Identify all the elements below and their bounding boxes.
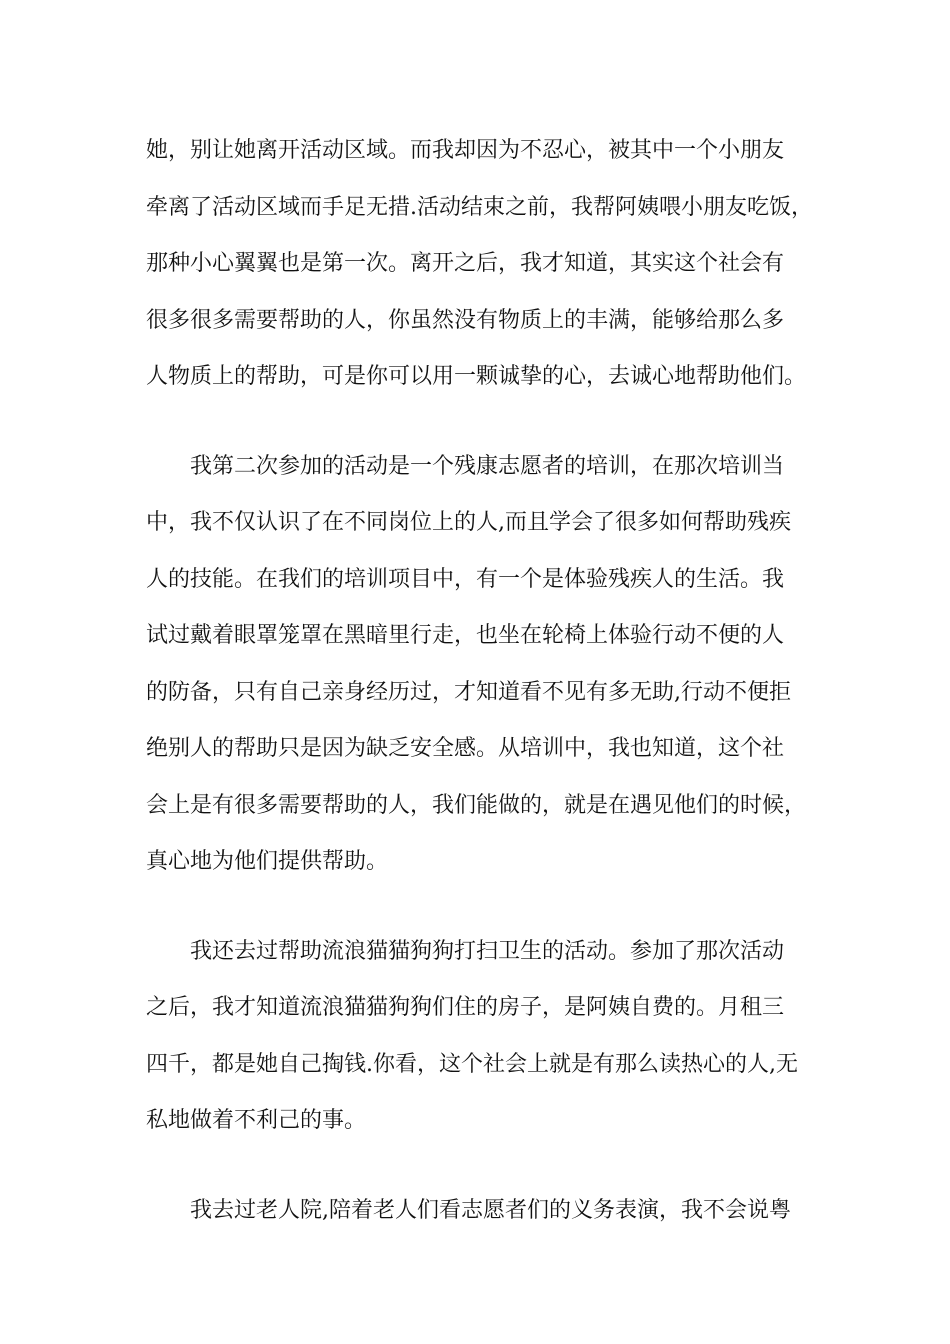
text-line: 我去过老人院,陪着老人们看志愿者们的义务表演，我不会说粤 — [190, 1197, 791, 1223]
text-line: 我第二次参加的活动是一个残康志愿者的培训，在那次培训当 — [190, 453, 785, 479]
text-line: 人物质上的帮助，可是你可以用一颗诚挚的心，去诚心地帮助他们。 — [146, 364, 807, 389]
paragraph-3 — [146, 924, 806, 1150]
text-line: 她，别让她离开活动区域。而我却因为不忍心，被其中一个小朋友 — [146, 138, 785, 163]
text-line: 很多很多需要帮助的人，你虽然没有物质上的丰满，能够给那么多 — [146, 307, 785, 333]
text-line: 私地做着不利己的事。 — [146, 1108, 367, 1133]
paragraph-2 — [146, 439, 806, 891]
text-line: 绝别人的帮助只是因为缺乏安全感。从培训中，我也知道，这个社 — [146, 736, 785, 761]
paragraph-spacer — [146, 406, 806, 439]
paragraph-spacer — [146, 1150, 806, 1183]
text-line: 我还去过帮助流浪猫猫狗狗打扫卫生的活动。参加了那次活动 — [190, 938, 785, 964]
text-line: 牵离了活动区域而手足无措.活动结束之前，我帮阿姨喂小朋友吃饭， — [146, 194, 813, 220]
document-body — [146, 123, 813, 1239]
text-line: 人的技能。在我们的培训项目中，有一个是体验残疾人的生活。我 — [146, 566, 785, 592]
text-line: 的防备，只有自己亲身经历过，才知道看不见有多无助,行动不便拒 — [146, 679, 791, 705]
paragraph-spacer — [146, 891, 806, 924]
text-line: 会上是有很多需要帮助的人，我们能做的，就是在遇见他们的时候， — [146, 792, 807, 818]
text-line: 真心地为他们提供帮助。 — [146, 849, 389, 874]
text-line: 四千，都是她自己掏钱.你看，这个社会上就是有那么读热心的人,无 — [146, 1051, 798, 1077]
text-line: 试过戴着眼罩笼罩在黑暗里行走，也坐在轮椅上体验行动不便的人 — [146, 623, 785, 648]
paragraph-1 — [146, 123, 813, 406]
text-line: 之后，我才知道流浪猫猫狗狗们住的房子，是阿姨自费的。月租三 — [146, 995, 785, 1020]
text-line: 中，我不仅认识了在不同岗位上的人,而且学会了很多如何帮助残疾 — [146, 510, 791, 535]
paragraph-4 — [146, 1183, 806, 1240]
text-line: 那种小心翼翼也是第一次。离开之后，我才知道，其实这个社会有 — [146, 251, 785, 276]
